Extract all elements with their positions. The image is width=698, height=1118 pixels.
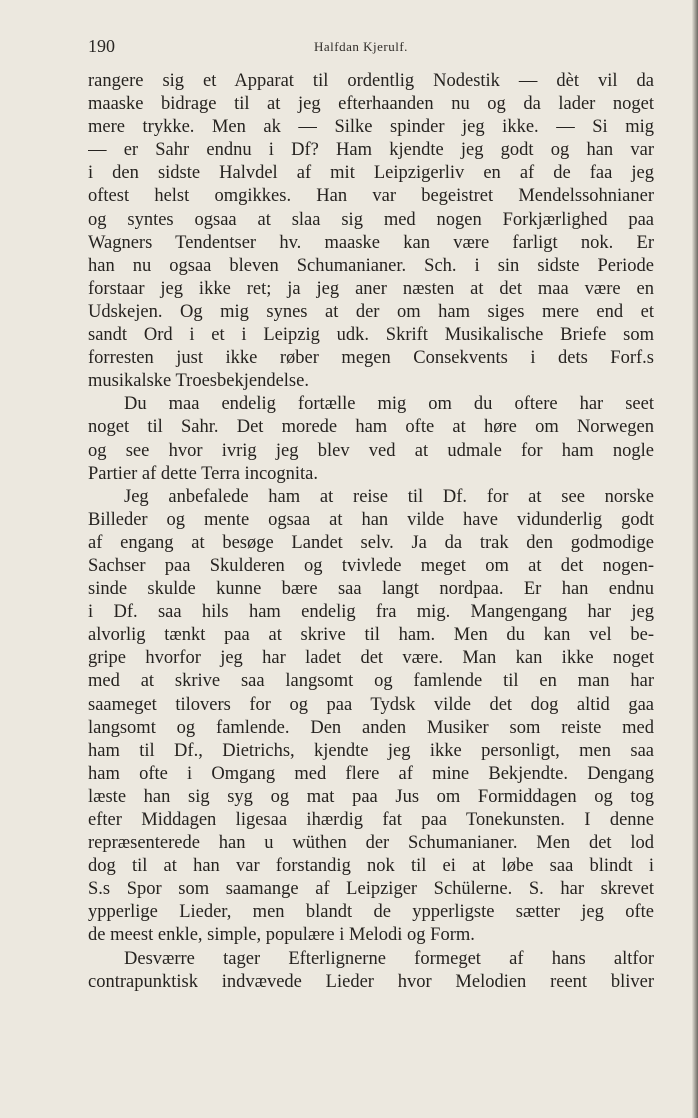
page-number: 190 [88, 36, 115, 56]
text-line: læste han sig syg og mat paa Jus om Formiddagen og tog [88, 786, 654, 807]
text-line: mere trykke. Men ak — Silke spinder jeg ikke. — Si mig [88, 117, 654, 138]
body-text [88, 70, 654, 994]
text-line: forresten just ikke røber megen Consekvents i dets Forf.s [88, 348, 654, 369]
text-line: Billeder og mente ogsaa at han vilde have vidunderlig godt [88, 509, 654, 530]
text-line: sandt Ord i et i Leipzig udk. Skrift Musikalische Briefe som [88, 325, 654, 346]
text-line: Du maa endelig fortælle mig om du oftere har seet [124, 394, 654, 415]
text-line: rangere sig et Apparat til ordentlig Nodestik — dèt vil da [88, 71, 654, 91]
text-line: saameget tilovers for og paa Tydsk vilde det dog altid gaa [88, 694, 654, 715]
text-line: Partier af dette Terra incognita. [88, 463, 319, 484]
text-line: oftest helst omgikkes. Han var begeistret Mendelssohnianer [88, 186, 654, 207]
page-header [88, 36, 654, 58]
text-line: musikalske Troesbekjendelse. [88, 371, 309, 392]
text-line: Udskejen. Og mig synes at der om ham siges mere end et [88, 301, 654, 322]
running-title: Halfdan Kjerulf. [314, 39, 408, 54]
page-edge-shadow [692, 0, 698, 1118]
text-line: Sachser paa Skulderen og tvivlede meget om at det nogen- [88, 555, 654, 576]
text-line: sinde skulde kunne bære saa langt nordpaa. Er han endnu [88, 579, 654, 600]
text-line: S.s Spor som saamange af Leipziger Schülerne. S. har skrevet [88, 879, 654, 900]
text-line: maaske bidrage til at jeg efterhaanden nu og da lader noget [88, 94, 654, 115]
text-line: han nu ogsaa bleven Schumanianer. Sch. i sin sidste Periode [88, 255, 654, 276]
text-line: langsomt og famlende. Den anden Musiker som reiste med [88, 717, 654, 738]
text-line: ypperlige Lieder, men blandt de ypperligste sætter jeg ofte [88, 902, 654, 923]
text-line: contrapunktisk indvævede Lieder hvor Melodien reent bliver [88, 971, 654, 992]
text-line: ham til Df., Dietrichs, kjendte jeg ikke personligt, men saa [88, 740, 654, 761]
text-line: efter Middagen ligesaa ihærdig fat paa Tonekunsten. I denne [88, 810, 654, 830]
text-line: og syntes ogsaa at slaa sig med nogen Forkjærlighed paa [88, 209, 654, 230]
text-line: i Df. saa hils ham endelig fra mig. Mangengang har jeg [88, 602, 654, 623]
text-line: forstaar jeg ikke ret; ja jeg aner næsten at det maa være en [88, 278, 654, 299]
text-line: dog til at han var forstandig nok til ei at løbe saa blindt i [88, 856, 654, 877]
text-line: gripe hvorfor jeg har ladet det være. Man kan ikke noget [88, 648, 654, 669]
text-line: noget til Sahr. Det morede ham ofte at høre om Norwegen [88, 417, 654, 438]
text-line: ham ofte i Omgang med flere af mine Bekjendte. Dengang [88, 763, 654, 784]
text-line: repræsenterede han u wüthen der Schumanianer. Men det lod [88, 833, 654, 854]
text-line: Wagners Tendentser hv. maaske kan være farligt nok. Er [88, 232, 654, 253]
text-line: med at skrive saa langsomt og famlende til en man har [88, 671, 654, 692]
text-line: Desværre tager Efterlignerne formeget af hans altfor [124, 948, 654, 969]
text-line: i den sidste Halvdel af mit Leipzigerliv en af de faa jeg [88, 163, 654, 184]
text-line: af engang at besøge Landet selv. Ja da trak den godmodige [88, 532, 654, 553]
text-line: Jeg anbefalede ham at reise til Df. for at see norske [124, 486, 654, 507]
text-line: og see hvor ivrig jeg blev ved at udmale for ham nogle [88, 440, 654, 461]
text-line: de meest enkle, simple, populære i Melodi og Form. [88, 925, 475, 946]
text-line: — er Sahr endnu i Df? Ham kjendte jeg godt og han var [88, 140, 654, 161]
text-line: alvorlig tænkt paa at skrive til ham. Men du kan vel be- [88, 625, 654, 646]
